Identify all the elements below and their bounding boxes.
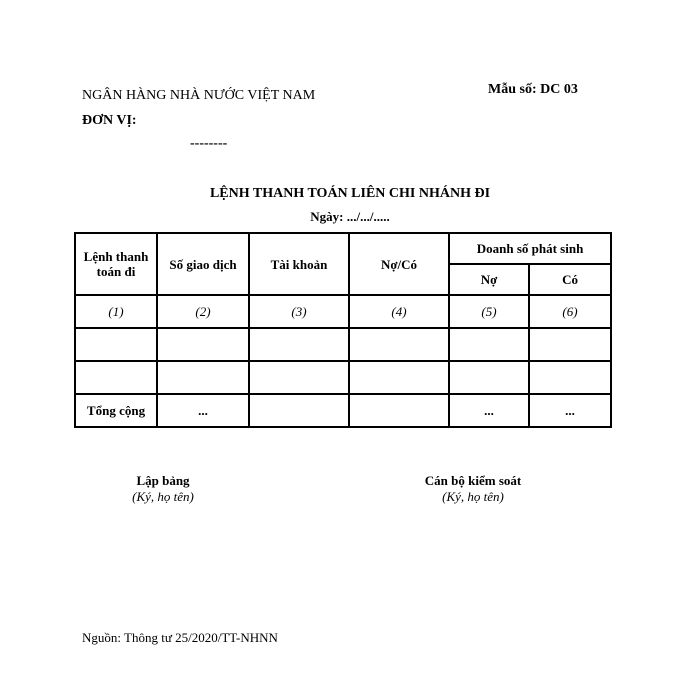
table-header-row — [75, 233, 611, 264]
total-cell — [249, 394, 349, 427]
form-number: Mẫu số: DC 03 — [488, 82, 578, 97]
total-cell — [349, 394, 449, 427]
preparer-sign-note: (Ký, họ tên) — [132, 489, 194, 504]
controller-title: Cán bộ kiểm soát — [424, 473, 522, 488]
source-note: Nguồn: Thông tư 25/2020/TT-NHNN — [82, 630, 278, 645]
unit-dashes: -------- — [190, 136, 228, 151]
header-account: Tài khoản — [249, 233, 349, 295]
table-cell — [529, 328, 611, 361]
table-cell — [75, 328, 157, 361]
table-cell — [349, 328, 449, 361]
header-credit: Có — [529, 264, 611, 295]
table-cell — [529, 361, 611, 394]
column-number: (5) — [449, 295, 529, 328]
unit-label: ĐƠN VỊ: — [82, 113, 137, 128]
total-label: Tổng cộng — [75, 394, 157, 427]
table-cell — [249, 361, 349, 394]
table-row — [75, 361, 611, 394]
column-number: (3) — [249, 295, 349, 328]
table-cell — [157, 361, 249, 394]
signature-preparer — [108, 473, 218, 505]
preparer-title: Lập bảng — [136, 473, 190, 488]
total-cell: ... — [157, 394, 249, 427]
table-cell — [157, 328, 249, 361]
column-number: (2) — [157, 295, 249, 328]
total-cell: ... — [449, 394, 529, 427]
controller-sign-note: (Ký, họ tên) — [442, 489, 504, 504]
column-number: (4) — [349, 295, 449, 328]
table-cell — [249, 328, 349, 361]
column-number-row — [75, 295, 611, 328]
date-line: Ngày: .../.../..... — [310, 209, 390, 224]
total-row — [75, 394, 611, 427]
header-debit-credit: Nợ/Có — [349, 233, 449, 295]
header-order: Lệnh thanh toán đi — [75, 233, 157, 295]
table-cell — [349, 361, 449, 394]
column-number: (6) — [529, 295, 611, 328]
signature-controller — [408, 473, 538, 505]
header-turnover: Doanh số phát sinh — [449, 233, 611, 264]
document-title: LỆNH THANH TOÁN LIÊN CHI NHÁNH ĐI — [209, 186, 491, 201]
table-cell — [75, 361, 157, 394]
column-number: (1) — [75, 295, 157, 328]
bank-name: NGÂN HÀNG NHÀ NƯỚC VIỆT NAM — [82, 88, 316, 103]
payment-order-table — [74, 232, 612, 428]
header-debit: Nợ — [449, 264, 529, 295]
header-transaction: Số giao dịch — [157, 233, 249, 295]
total-cell: ... — [529, 394, 611, 427]
table-cell — [449, 328, 529, 361]
table-row — [75, 328, 611, 361]
table-cell — [449, 361, 529, 394]
